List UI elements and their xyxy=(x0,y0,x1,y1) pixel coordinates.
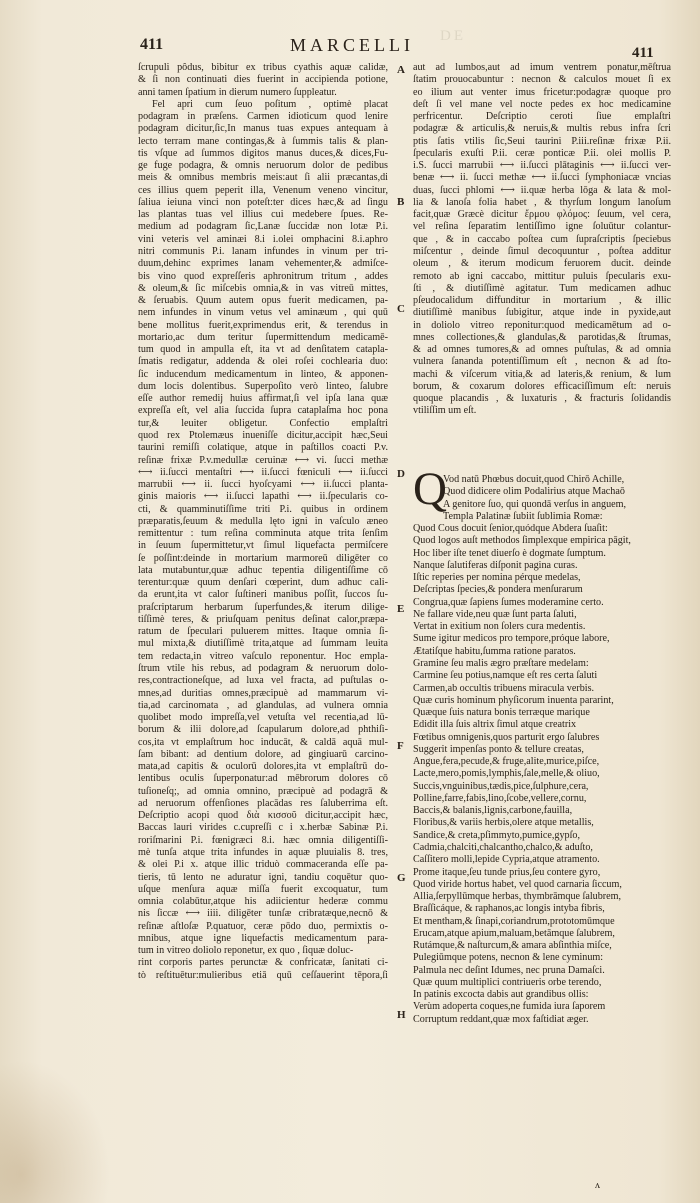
verse-line: Carmen,ab occultis tribuens miracula verbis. xyxy=(413,682,595,694)
text-line: ſtatim prouocabuntur : necnon & calculos mouet ſi ex xyxy=(413,74,671,86)
paper-stain xyxy=(0,1060,110,1203)
text-line: rint corporis partes perunctæ & confricatæ, ſanitati ci- xyxy=(138,957,388,969)
text-line: & oleum,& ſic miſcebis omnia,& in vas vitreū mittes, xyxy=(138,282,388,294)
text-line: mnes collectiones,& glandulas,& parotidas,& ſtrumas, xyxy=(413,331,671,343)
text-line: las plantas tuas vel illius cui medebere ſpues. Re- xyxy=(138,209,388,221)
verse-line: Edidit illa ſuis altrix ſimul atque creatrix xyxy=(413,719,577,731)
verse-line: Erucam,atque apium,maluam,betāmque ſalubrem, xyxy=(413,927,615,939)
verse-line: Lacte,mero,pomis,lymphis,ſale,melle,& oliuo, xyxy=(413,768,600,780)
text-line: remittentur : tum reſina comminuta atque trita ſenſim xyxy=(138,528,388,540)
verse-line: Hoc liber iſte tenet diuerſo è dogmate ſumptum. xyxy=(413,547,606,559)
text-line: reſinæ frixæ P.v.medullæ ceruinæ ⟷ vi. ſucci methæ xyxy=(138,454,388,466)
text-line: terentur:quæ quum denſari cœperint, dum adhuc cali- xyxy=(138,577,388,589)
margin-letter-h: H xyxy=(397,1009,406,1021)
text-line: facit,quæ Græcè dicitur ἔρμου φλόμος: ſeuum, vel cera, xyxy=(413,209,671,221)
text-line: tieris, tū lento ne aduratur igni, tandiu coquētur quo- xyxy=(138,871,388,883)
verse-line: Quod Cous docuit ſenior,quódque Abdera ſuaſit: xyxy=(413,523,608,535)
verse-line: Succis,vnguinibus,tædis,pice,ſulphure,cera, xyxy=(413,780,589,792)
folio-number-left: 411 xyxy=(140,36,164,53)
margin-letter-e: E xyxy=(397,603,405,615)
text-line: remoto ab igni caccabo, mittitur puluis ſpecularis exu- xyxy=(413,270,671,282)
text-line: tum quod in ampulla eſt, ita vt ad denſitatem catapla- xyxy=(138,344,388,356)
verse-line: Quod didicere olim Podalirius atque Machaō xyxy=(443,486,625,498)
text-line: deſt ſi vel mane vel nocte pedes ex hoc medicamine xyxy=(413,98,671,110)
text-line: nitri communis P.i. lanam infundes in vinum per tri- xyxy=(138,245,388,257)
text-line: ptis ſatis vtilis ſic,Seui taurini P.iii.reſinæ frixæ P.ii. xyxy=(413,135,671,147)
verse-line: Floribus,& variis herbis,olere atque metallis, xyxy=(413,817,594,829)
text-line: tis vſque ad ſummos digitos manus duces,& dices,Fu- xyxy=(138,147,388,159)
text-line: ſmatis redigatur, addenda & olei roſei cochlearia duo: xyxy=(138,356,388,368)
verse-line: Polline,farre,fabis,lino,ſcobe,vellere,cornu, xyxy=(413,792,587,804)
text-line: pſeudocalidum diffunditur in mortarium , & illic xyxy=(413,295,671,307)
verse-line: Cadmia,chalciti,chalcantho,chalco,& aduſto, xyxy=(413,841,593,853)
catchword: ʌ xyxy=(595,1180,600,1191)
verse-line: Angue,fera,pecude,& fruge,alite,murice,piſce, xyxy=(413,756,600,768)
text-line: benæ ⟷ ii. ſucci methæ ⟷ ii.ſucci ſymphoniacæ vncias xyxy=(413,172,671,184)
text-line: ſti , & diutiſſimè agitatur. Tum medicamen adhuc xyxy=(413,282,671,294)
text-line: podagram dicitur,ſic,In manus tuas expues antequam à xyxy=(138,123,388,135)
verse-line: Templa Palatinæ ſubiit ſublimia Romæ: xyxy=(443,510,603,522)
text-line: reſinæ aſtloſæ P.quatuor, ceræ pōdo duo, permixtis o- xyxy=(138,920,388,932)
text-line: quolibet modo impreſſa,vel vetuſta vel recentia,ad lū- xyxy=(138,712,388,724)
verse-line: Braſſicáque, & raphanos,ac longis intyba fibris, xyxy=(413,903,605,915)
text-line: mata,ad capitis & oculorū dolores,ita vt emplaſtrū do- xyxy=(138,761,388,773)
text-line: borum, & coxarum dolores efficaciſſimum eſt: neruis xyxy=(413,380,671,392)
text-line: expreſſa eſt, vel alia ſuccida ſupra cataplaſma hoc pona xyxy=(138,405,388,417)
text-line: miſcentur , deinde ſimul decoquuntur , poſtea additur xyxy=(413,245,671,257)
verse-line: Vod natū Phœbus docuit,quod Chirō Achille, xyxy=(443,474,625,485)
text-line: meis & omnibus membris meis:aut ſi alii præcantas,di xyxy=(138,172,388,184)
verse-line: Fœtibus omnigenis,quos parturit ergo ſalubres xyxy=(413,731,600,743)
verse-line: Ætatiſque habitu,ſumma ratione paratos. xyxy=(413,645,576,657)
margin-letter-f: F xyxy=(397,740,404,752)
text-line: bis vino quod expreſſeris aphronitrum tritum , addes xyxy=(138,270,388,282)
text-line: ces illius quem peperit illa, Venenum veneno vincitur, xyxy=(138,184,388,196)
text-line: mortario,ac dum teritur ſupermittendum medicamē- xyxy=(138,331,388,343)
text-line: i.S. ſucci marrubii ⟷ ii.ſucci plātaginis ⟷ ii.ſucci ver- xyxy=(413,160,671,172)
text-line: bene mollitus fuerit,exprimendus erit, & terendus in xyxy=(138,319,388,331)
text-line: mè tunſa atque trita infundes in aquæ pluuialis 8. tres, xyxy=(138,847,388,858)
text-line: ge fuge podagra, & omnis neruorum dolor de pedibus xyxy=(138,160,388,172)
text-line: vel reſina ſeparatim lentiſſimo igne ſoluūtur colantur- xyxy=(413,221,671,233)
verse-line: Iſtic reperies per nomina pérque medelas, xyxy=(413,572,581,584)
running-title: MARCELLI xyxy=(290,35,414,55)
text-line: duum,dehinc exprimes lanam vehementer,& admiſce- xyxy=(138,258,388,270)
text-line: nis ſiccæ ⟷ iiii. diligēter tunſæ cribratæque,necnō & xyxy=(138,908,388,920)
text-line: & ſi non continuati dies fuerint in accipienda potione, xyxy=(138,74,388,86)
text-line: ⟷ ii.ſucci mentaſtri ⟷ ii.ſucci fœniculi ⟷ ii.ſucci xyxy=(138,466,388,478)
margin-letter-c: C xyxy=(397,303,405,315)
text-line: da erunt,ita vt calor ſuſtineri manibus poſſit, ſuccos ſu- xyxy=(138,589,388,601)
text-line: taurini remiſſi colatique, atque in paſtillos coacti P.v. xyxy=(138,442,388,454)
verse-line: In patinis excocta dabis aut grandibus ollis: xyxy=(413,989,589,1001)
text-line: tò reſtituētur:mulieribus etiā quū ceſſauerint tēpora,ſi xyxy=(138,969,388,981)
text-line: tur,& leuiter obligetur. Confectio emplaſtri xyxy=(138,417,388,429)
verse-line: Nanque ſalutiferas diſponit pagina curas. xyxy=(413,559,578,571)
verse-line: Rutámque,& naſturcum,& amara abſinthia miſce, xyxy=(413,940,612,952)
text-line: nem infundes in vinum vetus vel aminæum , qui quū xyxy=(138,307,388,319)
text-line: tiſſimè teres, & priuſquam penitus deſinat calor,præpa- xyxy=(138,613,388,625)
text-line: lia & lanoſa folia habet , & thyrſum longum lanoſum xyxy=(413,196,671,208)
margin-letter-g: G xyxy=(397,872,406,884)
text-line: podagram in præſens. Carmen idioticum quod lenire xyxy=(138,111,388,123)
verse-prologue xyxy=(413,474,671,1026)
text-line: oleum , & iterum modicum feruorem ducit. deinde xyxy=(413,258,671,270)
text-line: ſe poſſint:deinde in mortarium marmoreū diligēter co xyxy=(138,552,388,564)
verse-line: Baccis,& balanis,lignis,carbone,fauilla, xyxy=(413,805,573,817)
text-line: ſtrum vtile his rebus, ad podagram & neruorum dolo- xyxy=(138,663,388,675)
text-line: ſpecularis exuſti P.ii. ceræ ponticæ P.ii. olei mollis P. xyxy=(413,147,671,159)
text-line: lata mutabuntur,quæ adhuc tepentia diligentiſſime cō xyxy=(138,564,388,576)
show-through-text: DE xyxy=(440,28,466,44)
text-line: mnibus, atque igne liquefactis medicamentum para- xyxy=(138,932,388,944)
verse-line: Pulegiūmque potens, necnon & lene cyminum: xyxy=(413,952,604,964)
text-line: ginis maioris ⟷ ii.ſucci lapathi ⟷ ii.ſpecularis co- xyxy=(138,491,388,503)
text-line: cti, & quamminutiſſime triti P.i. quibus in ordinem xyxy=(138,503,388,515)
text-line: tia,ad carcinomata , ad glandulas, ad vulnera omnia xyxy=(138,699,388,711)
verse-line: Caſſitero molli,lepide Cypria,atque atramento. xyxy=(413,854,600,866)
text-line: ſic inducendum medicamentum in linteo, & apponen- xyxy=(138,368,388,380)
verse-line: Deſcriptas ſpecies,& pondera menſurarum xyxy=(413,584,583,596)
verse-line: A genitore ſuo, qui quondā verſus in anguem, xyxy=(443,498,627,510)
text-line: lentibus oculis ſuperponatur:ad mēbrorum dolores cō xyxy=(138,773,388,785)
text-line: tem redacta,in vitreo vaſculo reponentur. Hoc empla- xyxy=(138,650,388,662)
verse-line: Carmine ſeu potius,namque eſt res certa ſaluti xyxy=(413,670,598,682)
text-line: & olei P.i x. atque illic triduò commaceranda eſſe pa- xyxy=(138,859,388,871)
text-line: ſaliua ieiuna vinci non poteſt:ter dices hæc,& ad ſingu xyxy=(138,196,388,208)
text-line: praſcriptarum herbarum ſuperfundes,& iterum dilige- xyxy=(138,601,388,613)
text-line: vtiliſſim um eſt. xyxy=(413,405,477,417)
text-line: præparatis,ſeuum & medulla lęto igni in vaſculo æneo xyxy=(138,515,388,527)
text-line: tum in vitreo doliolo reponetur, ex quo , ſiquæ doluc- xyxy=(138,945,354,957)
verse-line: Sandice,& creta,pſimmyto,pumice,gypſo, xyxy=(413,829,581,841)
text-line: mul mixta,& diutiſſimè trita,atque ad ſummam leuita xyxy=(138,638,388,650)
text-line: & ſeruabis. Quum autem opus fuerit medicamen, pa- xyxy=(138,295,388,307)
verse-line: Quæque ſuis natura bonis terræque marique xyxy=(413,707,590,719)
text-line: vini veteris vel aminæi 8.i i.olei omphacini 8.i.aphro xyxy=(138,233,388,245)
folio-number-right: 411 xyxy=(632,45,654,61)
text-line: borum & ilii dolore,ad ſcapularum dolore,ad phthiſi- xyxy=(138,724,388,736)
verse-line: Prome itaque,ſeu tunde prius,ſeu contere gyro, xyxy=(413,866,601,878)
text-line: res,contractioneſque, ad luxa vel fracta, ad puſtulas o- xyxy=(138,675,388,687)
margin-letter-b: B xyxy=(397,196,405,208)
text-line: eſſe author remedij huius affirmat,ſi vel ipſa lana quæ xyxy=(138,393,388,405)
text-line: dum locis dolentibus. Superpoſito verò linteo, ſalubre xyxy=(138,380,388,392)
text-line: vulnera ſananda potentiſſimum eſt , necnon & ad ſto- xyxy=(413,356,671,368)
verse-line: Quæ curis hominum phyſicorum inuenta pararint, xyxy=(413,694,614,706)
verse-line: Palmula nec deſint Idumes, nec pruna Damaſci. xyxy=(413,964,605,976)
text-line: medium ad podagram ſic,Lanæ ſuccidæ non lotæ P.i. xyxy=(138,221,388,233)
text-line: ratum de ſpeculari puluerem mittes. Itaque omnia ſi- xyxy=(138,626,388,638)
verse-line: Verùm adoperta coques,ne fumida iura ſaporem xyxy=(413,1001,606,1013)
text-line: & ad omnes tumores,& ad omnes puſtulas, & ad omnia xyxy=(413,344,671,356)
text-line: duas, ſucci phlomi ⟷ ii.quæ herba lōga & lata & mol- xyxy=(413,184,671,196)
verse-line: Vertat in exitium non ſolers cura medentis. xyxy=(413,621,586,633)
text-line: uſque menſura aquæ miſſa fuerit excoquatur, tum xyxy=(138,883,388,895)
margin-letter-d: D xyxy=(397,468,405,480)
verse-line: Sume igitur medicos pro tempore,próque labore, xyxy=(413,633,610,645)
text-line: machi & viſcerum vitia,& ad lateris,& renium, & lum xyxy=(413,368,671,380)
text-line: diutiſſimè manibus ſubigitur, atque inde in pyxide,aut xyxy=(413,307,671,319)
verse-line: Corruptum reddant,quæ mox faſtidiat æger. xyxy=(413,1013,589,1025)
text-line: cos,ita vt emplaſtrum hoc inducāt, & caldā aquā mul- xyxy=(138,736,388,748)
text-line: tuſioneſq;, ad omnia omnino, præcipuè ad podagrā & xyxy=(138,785,388,797)
left-text-column xyxy=(138,62,388,982)
text-line: anni tamen ſpatium in dierum numero ſuppleatur. xyxy=(138,86,337,98)
text-line: roriſmarini P.i. fœnigræci 8.i. hæc omnia diligentiſſi- xyxy=(138,834,388,846)
text-line: mnes,ad duritias omnes,præcipuè ad mammarum vi- xyxy=(138,687,388,699)
text-line: eo ilium aut venter imus fricetur:podagræ quoque pro xyxy=(413,86,671,98)
text-line: lecto terram mane contingas,& à ſummis talis & plan- xyxy=(138,135,388,147)
verse-line: Congrua,quæ ſapiens ſumes moderamine certo. xyxy=(413,596,604,608)
text-line: perfricentur. Deſcriptio ceroti ſiue emplaſtri xyxy=(413,111,671,123)
text-line: omnia colabūtur,atque his adiicientur hederæ commu xyxy=(138,896,388,908)
text-line: ad neruorum offenſiones placādas res ſaluberrima eſt. xyxy=(138,797,388,809)
verse-line: Gramine ſeu malis ægro præſtare medelam: xyxy=(413,657,589,669)
right-text-column xyxy=(413,62,671,418)
verse-line: Et mentham,& ſinapi,coriandrum,prototomūmque xyxy=(413,915,615,927)
verse-line: Quæ quum multiplici contriueris orbe terendo, xyxy=(413,976,602,988)
text-line: quod rex Ptolemæus inueniſſe dicitur,accipit hæc,Seui xyxy=(138,429,388,441)
text-line: quoque placandis , & luxaturis , & fracturis ſolidandis xyxy=(413,393,671,405)
text-line: que , & in caccabo poſtea cum ſupraſcriptis ſpeciebus xyxy=(413,233,671,245)
text-line: marrubii ⟷ ii. ſucci hyoſcyami ⟷ ii.ſucci planta- xyxy=(138,479,388,491)
text-line: ſam bibant: ad dentium dolore, ad gingiuarū carcino- xyxy=(138,748,388,760)
text-line: ſcrupuli pôdus, bibitur ex tribus cyathis aquæ calidæ, xyxy=(138,62,388,73)
verse-line: Quod logos auſt methodos ſimplexque empirica pāgit, xyxy=(413,535,631,547)
text-line: in doliolo vitreo reponitur:quod medicamētum ad o- xyxy=(413,319,671,331)
verse-line: Allia,ſerpyllūmque herbas, thymbrāmque ſalubrem, xyxy=(413,891,622,903)
text-line: Baccas lauri virides c.cupreſſi c i x.herbæ Sabinæ P.i. xyxy=(138,822,388,834)
margin-letter-a: A xyxy=(397,64,405,76)
verse-line: Ne fallare vide,neu quæ ſunt parta ſaluti, xyxy=(413,608,577,620)
verse-line: Suggerit impenſas ponto & tellure creatas, xyxy=(413,743,584,755)
text-line: in ſeuum ſupermittetur,vt ſimul liquefacta permiſcere xyxy=(138,540,388,552)
verse-line: Quod viride hortus habet, vel quod carnaria ſiccum, xyxy=(413,878,622,890)
text-line: Deſcriptio acopi quod διὰ κισσοῦ dicitur,accipit hæc, xyxy=(138,810,388,822)
text-line: podagræ & articulis,& neruis,& multis rebus infra ſcri xyxy=(413,123,671,135)
drop-cap: Q xyxy=(413,463,447,515)
text-line: aut ad lumbos,aut ad imum ventrem ponatur,mēſtrua xyxy=(413,62,671,73)
text-line: Fel apri cum ſeuo poſitum , optimè placat xyxy=(152,98,388,110)
